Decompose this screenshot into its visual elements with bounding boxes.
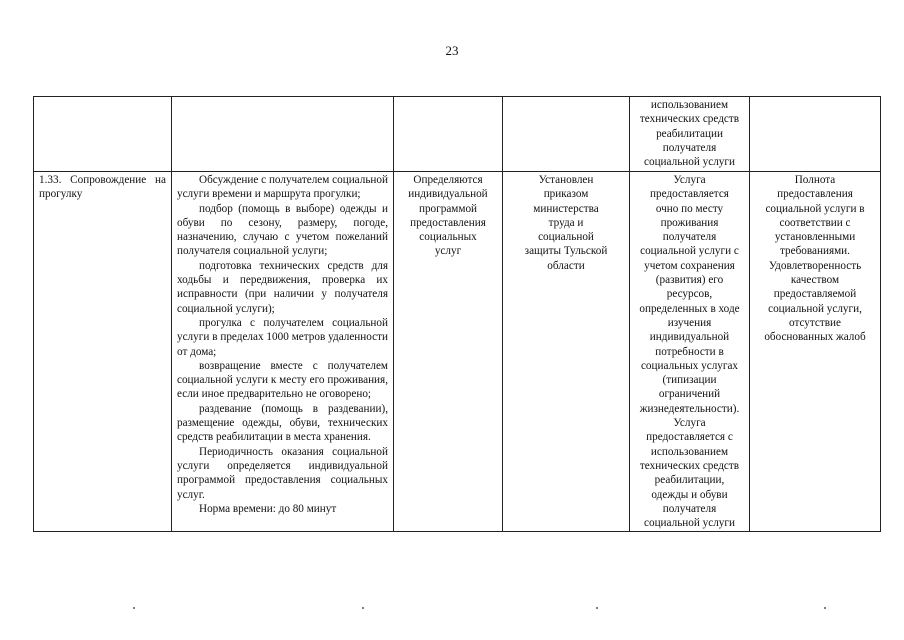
continuation-row <box>34 97 881 172</box>
cont-cell-quality <box>750 97 881 172</box>
service-conditions: Услуга предоставляется очно по месту проживания получателя социальной услуги с учетом сохранения (развития) его ресурсов, определенных в ходе изучения индивидуальной потребности в социальных услугах (типизации ограничений жизнедеятельности). Услуга предоставляется с использованием технических средств реабилитации, одежды и обуви получателя социальной услуги <box>630 172 750 532</box>
cont-cell-tariff <box>503 97 630 172</box>
cont-cell-volume <box>394 97 503 172</box>
description-paragraph: возвращение вместе с получателем социальной услуги к месту его проживания, если иное предварительно не оговорено; <box>177 359 388 401</box>
service-tariff: Установлен приказом министерства труда и социальной защиты Тульской области <box>503 172 630 532</box>
cont-cell-conditions: использованием технических средств реабилитации получателя социальной услуги <box>630 97 750 172</box>
description-paragraph: подготовка технических средств для ходьбы и передвижения, проверка их исправности (при наличии у получателя социальной услуги); <box>177 259 388 315</box>
service-volume: Определяются индивидуальной программой предоставления социальных услуг <box>394 172 503 532</box>
services-table <box>33 96 881 532</box>
scan-dot <box>133 607 135 609</box>
scan-dot <box>362 607 364 609</box>
scan-dot <box>824 607 826 609</box>
page-number: 23 <box>445 43 459 58</box>
description-paragraph: Обсуждение с получателем социальной услуги времени и маршрута прогулки; <box>177 174 388 201</box>
description-paragraph: Норма времени: до 80 минут <box>199 502 337 515</box>
service-description <box>172 172 394 532</box>
cont-cell-name <box>34 97 172 172</box>
description-paragraph: прогулка с получателем социальной услуги в пределах 1000 метров удаленности от дома; <box>177 316 388 358</box>
scan-dot <box>596 607 598 609</box>
description-paragraph: подбор (помощь в выборе) одежды и обуви по сезону, размеру, погоде, назначению, случаю с учетом пожеланий получателя социальной услуги; <box>177 202 388 258</box>
service-name: 1.33. Сопровождение на прогулку <box>34 172 172 532</box>
scan-dots <box>0 607 904 611</box>
service-quality: Полнота предоставления социальной услуги в соответствии с установленными требованиями. Удовлетворенность качеством предоставляемой социальной услуги, отсутствие обоснованных жалоб <box>750 172 881 532</box>
cont-cell-description <box>172 97 394 172</box>
description-paragraph: раздевание (помощь в раздевании), размещение одежды, обуви, технических средств реабилитации в места хранения. <box>177 402 388 444</box>
description-paragraph: Периодичность оказания социальной услуги определяется индивидуальной программой предоставления социальных услуг. <box>177 445 388 501</box>
service-row <box>34 172 881 532</box>
